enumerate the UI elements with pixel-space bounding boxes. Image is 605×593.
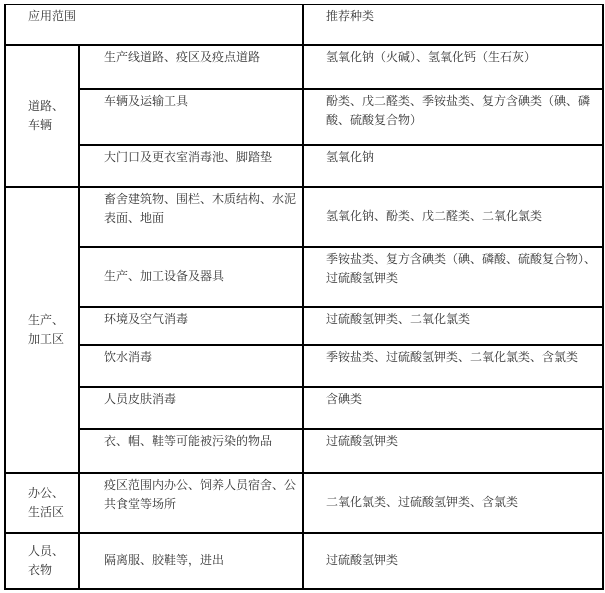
- agents-cell: 氢氧化钠（火碱）、氢氧化钙（生石灰）: [303, 45, 603, 89]
- agents-cell: 含碘类: [303, 387, 603, 429]
- table-row: [5, 533, 603, 589]
- table-row: [5, 247, 603, 307]
- area-cell: 环境及空气消毒: [79, 307, 303, 345]
- table-row: [5, 307, 603, 345]
- agents-cell: 氢氧化钠: [303, 145, 603, 187]
- table-row: [5, 187, 603, 247]
- category-roads-vehicles: 道路、车辆: [5, 45, 79, 187]
- disinfectant-table-container: [4, 4, 604, 590]
- disinfectant-recommendation-table: [4, 4, 604, 590]
- agents-cell: 过硫酸氢钾类: [303, 429, 603, 473]
- area-cell: 大门口及更衣室消毒池、脚踏垫: [79, 145, 303, 187]
- header-recommended: 推荐种类: [303, 5, 603, 45]
- table-row: [5, 345, 603, 387]
- table-row: [5, 89, 603, 145]
- agents-cell: 氢氧化钠、酚类、戊二醛类、二氧化氯类: [303, 187, 603, 247]
- area-cell: 衣、帽、鞋等可能被污染的物品: [79, 429, 303, 473]
- area-cell: 畜舍建筑物、围栏、木质结构、水泥表面、地面: [79, 187, 303, 247]
- agents-cell: 过硫酸氢钾类: [303, 533, 603, 589]
- table-row: [5, 45, 603, 89]
- area-cell: 饮水消毒: [79, 345, 303, 387]
- agents-cell: 过硫酸氢钾类、二氧化氯类: [303, 307, 603, 345]
- agents-cell: 酚类、戊二醛类、季铵盐类、复方含碘类（碘、磷酸、硫酸复合物）: [303, 89, 603, 145]
- area-cell: 车辆及运输工具: [79, 89, 303, 145]
- table-row: [5, 429, 603, 473]
- category-personnel-clothing: 人员、衣物: [5, 533, 79, 589]
- area-cell: 人员皮肤消毒: [79, 387, 303, 429]
- table-row: [5, 145, 603, 187]
- header-scope: 应用范围: [5, 5, 303, 45]
- agents-cell: 季铵盐类、复方含碘类（碘、磷酸、硫酸复合物）、过硫酸氢钾类: [303, 247, 603, 307]
- area-cell: 疫区范围内办公、饲养人员宿舍、公共食堂等场所: [79, 473, 303, 533]
- area-cell: 生产线道路、疫区及疫点道路: [79, 45, 303, 89]
- table-row: [5, 473, 603, 533]
- agents-cell: 二氧化氯类、过硫酸氢钾类、含氯类: [303, 473, 603, 533]
- category-production-area: 生产、加工区: [5, 187, 79, 473]
- agents-cell: 季铵盐类、过硫酸氢钾类、二氧化氯类、含氯类: [303, 345, 603, 387]
- area-cell: 隔离服、胶鞋等，进出: [79, 533, 303, 589]
- table-row: [5, 387, 603, 429]
- category-office-living: 办公、生活区: [5, 473, 79, 533]
- area-cell: 生产、加工设备及器具: [79, 247, 303, 307]
- table-header-row: [5, 5, 603, 45]
